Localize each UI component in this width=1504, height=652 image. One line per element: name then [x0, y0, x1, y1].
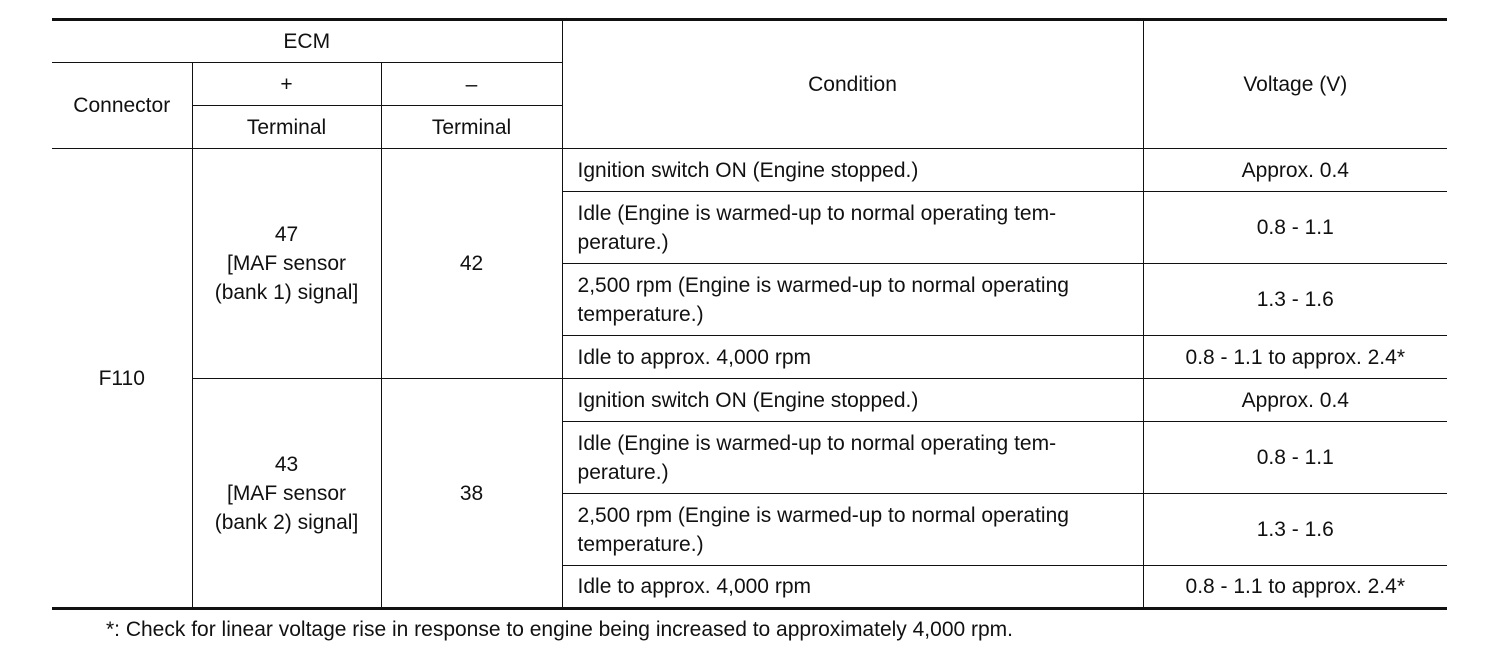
condition-cell: Idle (Engine is warmed-up to normal operating tem- perature.)	[562, 192, 1143, 264]
header-condition: Condition	[562, 20, 1143, 149]
voltage-cell: 0.8 - 1.1	[1143, 422, 1447, 494]
plus-terminal-label: [MAF sensor	[226, 481, 347, 505]
plus-terminal-cell	[192, 149, 381, 379]
plus-terminal-number: 43	[274, 452, 299, 476]
plus-terminal-number: 47	[274, 223, 299, 246]
header-terminal-plus: Terminal	[192, 106, 381, 149]
plus-terminal-label: (bank 1) signal]	[214, 281, 359, 304]
ecm-terminal-table	[52, 18, 1447, 610]
voltage-cell: Approx. 0.4	[1143, 379, 1447, 422]
header-voltage: Voltage (V)	[1143, 20, 1447, 149]
table-row	[52, 149, 1447, 192]
table-row	[52, 379, 1447, 422]
condition-cell: Idle to approx. 4,000 rpm	[562, 336, 1143, 379]
header-connector: Connector	[52, 63, 192, 149]
header-minus: –	[381, 63, 562, 106]
header-plus: +	[192, 63, 381, 106]
condition-cell: Ignition switch ON (Engine stopped.)	[562, 379, 1143, 422]
plus-terminal-cell	[192, 379, 381, 609]
header-terminal-minus: Terminal	[381, 106, 562, 149]
voltage-cell: 0.8 - 1.1 to approx. 2.4*	[1143, 336, 1447, 379]
minus-terminal-cell: 42	[381, 149, 562, 379]
condition-cell: Ignition switch ON (Engine stopped.)	[562, 149, 1143, 192]
minus-terminal-cell: 38	[381, 379, 562, 609]
condition-cell: Idle to approx. 4,000 rpm	[562, 566, 1143, 609]
header-ecm: ECM	[52, 20, 562, 63]
condition-cell: 2,500 rpm (Engine is warmed-up to normal operating temperature.)	[562, 494, 1143, 566]
voltage-cell: 1.3 - 1.6	[1143, 264, 1447, 336]
voltage-cell: 1.3 - 1.6	[1143, 494, 1447, 566]
footnote: *: Check for linear voltage rise in response to engine being increased to approximately 4,000 rpm.	[106, 618, 1014, 641]
voltage-cell: 0.8 - 1.1	[1143, 192, 1447, 264]
header-row-ecm	[52, 20, 1447, 63]
plus-terminal-label: (bank 2) signal]	[214, 510, 359, 534]
voltage-cell: Approx. 0.4	[1143, 149, 1447, 192]
condition-cell: Idle (Engine is warmed-up to normal operating tem- perature.)	[562, 422, 1143, 494]
voltage-cell: 0.8 - 1.1 to approx. 2.4*	[1143, 566, 1447, 609]
plus-terminal-label: [MAF sensor	[226, 252, 347, 275]
connector-cell: F110	[52, 149, 192, 609]
condition-cell: 2,500 rpm (Engine is warmed-up to normal operating temperature.)	[562, 264, 1143, 336]
